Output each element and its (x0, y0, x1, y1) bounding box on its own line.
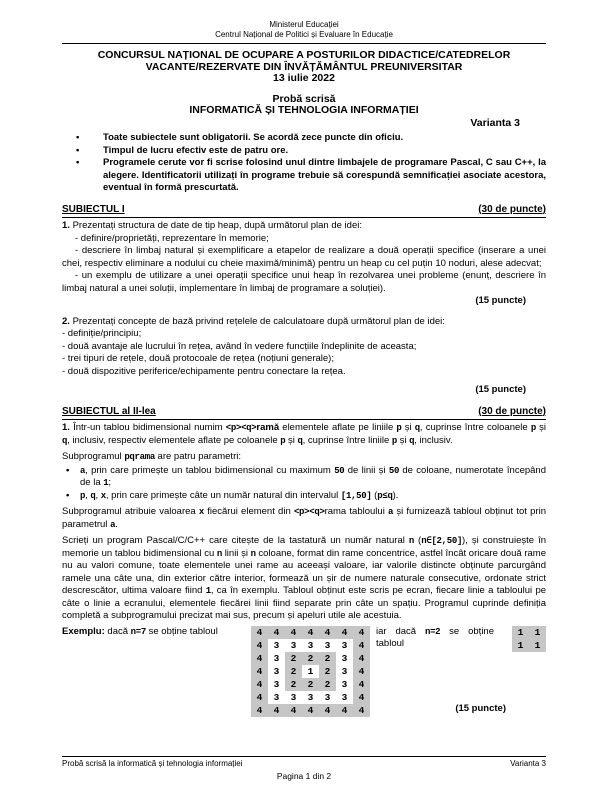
example-label-left: Exemplu: dacă n=7 se obține tabloul (62, 625, 218, 637)
matrix-row (251, 626, 370, 639)
instruction-item: • Programele cerute vor fi scrise folosind unul dintre limbajele de programare Pascal, C sau C++, la alegere. Identificatorii utilizați în programe trebuie să corespundă semnificației asociate acestora, eventual în formă prescurtată. (62, 157, 546, 195)
matrix-cell: 4 (353, 704, 370, 717)
matrix-cell: 4 (319, 704, 336, 717)
subject2-parameter-list (62, 465, 546, 503)
instructions-list (62, 132, 546, 195)
matrix-row (251, 704, 370, 717)
matrix-cell: 3 (273, 678, 280, 690)
subject2-para4: Scrieți un program Pascal/C/C++ care citește de la tastatură un număr natural n (n∈[2,50]), și construiește în memorie un tablou bidimensional cu n linii și n coloane, format din rame concentrice, astfel încât oricare două rame nu au valori comune, toate elementele unei rame au aceeași valoare, iar valorile distincte obținute parcurgând ramele una câte una, din exterior către interior, formează un șir de numere naturale consecutive, ordonate strict descrescător, ultima valoare fiind 1, ca în exemplu. Tabloul obținut este scris pe ecran, fiecare linie a tabloului pe câte o linie a ecranului, elementele fiecărei linii fiind separate prin câte un spațiu. Programul cuprinde definiția completă a subprogramului precizat mai sus, precum și apeluri utile ale acestuia. (62, 535, 547, 621)
matrix-cell: 4 (302, 704, 319, 717)
matrix-row (251, 639, 370, 652)
subject1-item2-sub: - două dispozitive periferice/echipamente pentru conectare la rețea. (62, 365, 346, 377)
contest-title-line1: CONCURSUL NAȚIONAL DE OCUPARE A POSTURILOR DIDACTICE/CATEDRELOR (97, 49, 511, 61)
matrix-row (251, 665, 370, 678)
matrix-cell: 4 (285, 704, 302, 717)
matrix-cell: 4 (268, 704, 285, 717)
matrix-cell: 4 (336, 704, 353, 717)
page-number: Pagina 1 din 2 (276, 771, 332, 781)
matrix-cell: 2 (319, 665, 336, 678)
matrix-cell: 4 (319, 626, 336, 639)
matrix-cell: 4 (353, 652, 370, 665)
exam-subject: INFORMATICĂ ȘI TEHNOLOGIA INFORMAȚIEI (189, 104, 419, 116)
instruction-item: • Toate subiectele sunt obligatorii. Se acordă zece puncte din oficiu. (62, 132, 546, 145)
matrix-row (251, 678, 370, 691)
matrix-cell: 4 (251, 691, 268, 704)
ministry-line2: Centrul Național de Politici și Evaluare în Educație (215, 30, 393, 39)
matrix-cell: 2 (319, 652, 336, 665)
matrix-row (251, 652, 370, 665)
matrix-cell: 4 (251, 704, 268, 717)
matrix-cell: 4 (353, 639, 370, 652)
matrix-cell: 4 (336, 626, 353, 639)
ministry-line1: Ministerul Educației (269, 20, 339, 29)
matrix-cell: 1 (529, 639, 546, 652)
parameter-item: • p, q, x, prin care primește câte un număr natural din intervalul [1,50] (p≤q). (62, 490, 546, 503)
subject1-item2-sub: - două avantaje ale lucrului în rețea, având în vedere funcțiile îndeplinite de aceasta; (62, 340, 417, 352)
section-heading-subject1 (62, 204, 546, 219)
subject2-para3: Subprogramul atribuie valoarea x fiecărui element din <p><q>rama tabloului a și furnizează tabloul obținut tot prin parametrul a. (62, 506, 546, 530)
subject1-item1-points: (15 puncte) (475, 295, 526, 306)
example-matrix-2 (512, 626, 546, 652)
matrix-cell: 4 (353, 665, 370, 678)
matrix-cell: 4 (251, 626, 268, 639)
matrix-cell: 3 (273, 652, 280, 664)
matrix-cell: 3 (341, 678, 348, 690)
matrix-cell: 3 (290, 691, 297, 703)
matrix-cell: 4 (353, 626, 370, 639)
subject2-points-total: (30 de puncte) (478, 405, 546, 417)
footer-left: Probă scrisă la informatică și tehnologia informației (62, 759, 243, 768)
matrix-cell: 3 (307, 691, 314, 703)
exam-date: 13 iulie 2022 (273, 72, 335, 84)
example-label-right: iar dacă n=2 se obține tabloul (376, 625, 495, 649)
subject1-item2-points: (15 puncte) (475, 384, 526, 395)
contest-title-line2: VACANTE/REZERVATE DIN ÎNVĂȚĂMÂNTUL PREUNIVERSITAR (145, 60, 463, 73)
subject2-title: SUBIECTUL al II-lea (62, 405, 156, 417)
exam-type: Probă scrisă (272, 92, 336, 105)
matrix-cell: 3 (341, 665, 348, 677)
subject1-item1-sub: - un exemplu de utilizare a unei operații specifice unui heap în rezolvarea unei probleme (enunț, descriere în limbaj natural a unei soluții, implementare în limbaj de programare a soluției). (62, 270, 546, 294)
matrix-cell: 4 (285, 626, 302, 639)
ministry-header (62, 20, 546, 40)
matrix-cell: 4 (251, 665, 268, 678)
matrix-cell: 4 (268, 626, 285, 639)
matrix-cell: 4 (353, 691, 370, 704)
matrix-cell: 2 (285, 652, 302, 665)
matrix-cell: 3 (341, 652, 348, 664)
matrix-cell: 1 (307, 665, 314, 677)
matrix-row (512, 639, 546, 652)
section-heading-subject2 (62, 406, 546, 421)
matrix-cell: 4 (302, 626, 319, 639)
parameter-item: • a, prin care primește un tablou bidimensional cu maximum 50 de linii și 50 de coloane, numerotate începând de la 1; (62, 465, 546, 490)
matrix-cell: 3 (290, 639, 297, 651)
matrix-cell: 3 (273, 691, 280, 703)
matrix-cell: 2 (319, 678, 336, 691)
matrix-row (251, 691, 370, 704)
matrix-cell: 4 (353, 678, 370, 691)
matrix-cell: 2 (302, 652, 319, 665)
matrix-cell: 1 (529, 626, 546, 639)
subject1-item1-sub: - definire/proprietăți, reprezentare în memorie; (75, 232, 269, 244)
matrix-cell: 3 (341, 691, 348, 703)
matrix-cell: 4 (251, 652, 268, 665)
subject1-item2-sub: - trei tipuri de rețele, două protocoale de rețea (noțiuni generale); (62, 353, 334, 364)
footer-variant: Varianta 3 (510, 759, 546, 768)
subject1-item1-sub: - descriere în limbaj natural și exemplificare a etapelor de realizare a două operații specifice (inserare a unei chei, respectiv eliminare a nodului cu cheie maximă/minimă) pentru un heap cu cel puțin 10 noduri, alese adecvat; (62, 245, 546, 269)
matrix-cell: 4 (251, 639, 268, 652)
matrix-cell: 1 (512, 639, 529, 652)
instruction-item: • Timpul de lucru efectiv este de patru ore. (62, 145, 546, 158)
page-footer (62, 756, 546, 781)
matrix-cell: 3 (324, 639, 331, 651)
matrix-cell: 3 (307, 639, 314, 651)
matrix-cell: 2 (285, 678, 302, 691)
matrix-cell: 4 (251, 678, 268, 691)
example-matrix-7 (251, 626, 370, 717)
header-divider (62, 43, 546, 44)
matrix-cell: 1 (512, 626, 529, 639)
matrix-cell: 3 (324, 691, 331, 703)
subject2-para1: 1. Într-un tablou bidimensional numim <p><q>ramă elementele aflate pe liniile p și q, cuprinse între coloanele p și q, inclusiv, respectiv elementele aflate pe coloanele p și q, cuprinse între liniile p și q, inclusiv. (62, 422, 546, 446)
matrix-cell: 3 (341, 639, 348, 651)
subject1-item1-lead: 1. Prezentați structura de date de tip heap, după următorul plan de idei: (62, 220, 362, 231)
matrix-cell: 2 (285, 665, 302, 678)
variant-label: Varianta 3 (470, 116, 520, 129)
subject1-points-total: (30 de puncte) (478, 203, 546, 215)
subject2-item1-points: (15 puncte) (455, 702, 506, 714)
subject2-para2: Subprogramul pqrama are patru parametri: (62, 451, 241, 462)
matrix-row (512, 626, 546, 639)
subject1-item2-sub: - definiție/principiu; (62, 328, 142, 339)
subject1-item2-lead: 2. Prezentați concepte de bază privind rețelele de calculatoare după următorul plan de idei: (62, 315, 445, 327)
matrix-cell: 2 (302, 678, 319, 691)
matrix-cell: 3 (273, 639, 280, 651)
subject1-title: SUBIECTUL I (62, 203, 125, 215)
title-block (62, 50, 546, 85)
matrix-cell: 3 (273, 665, 280, 677)
